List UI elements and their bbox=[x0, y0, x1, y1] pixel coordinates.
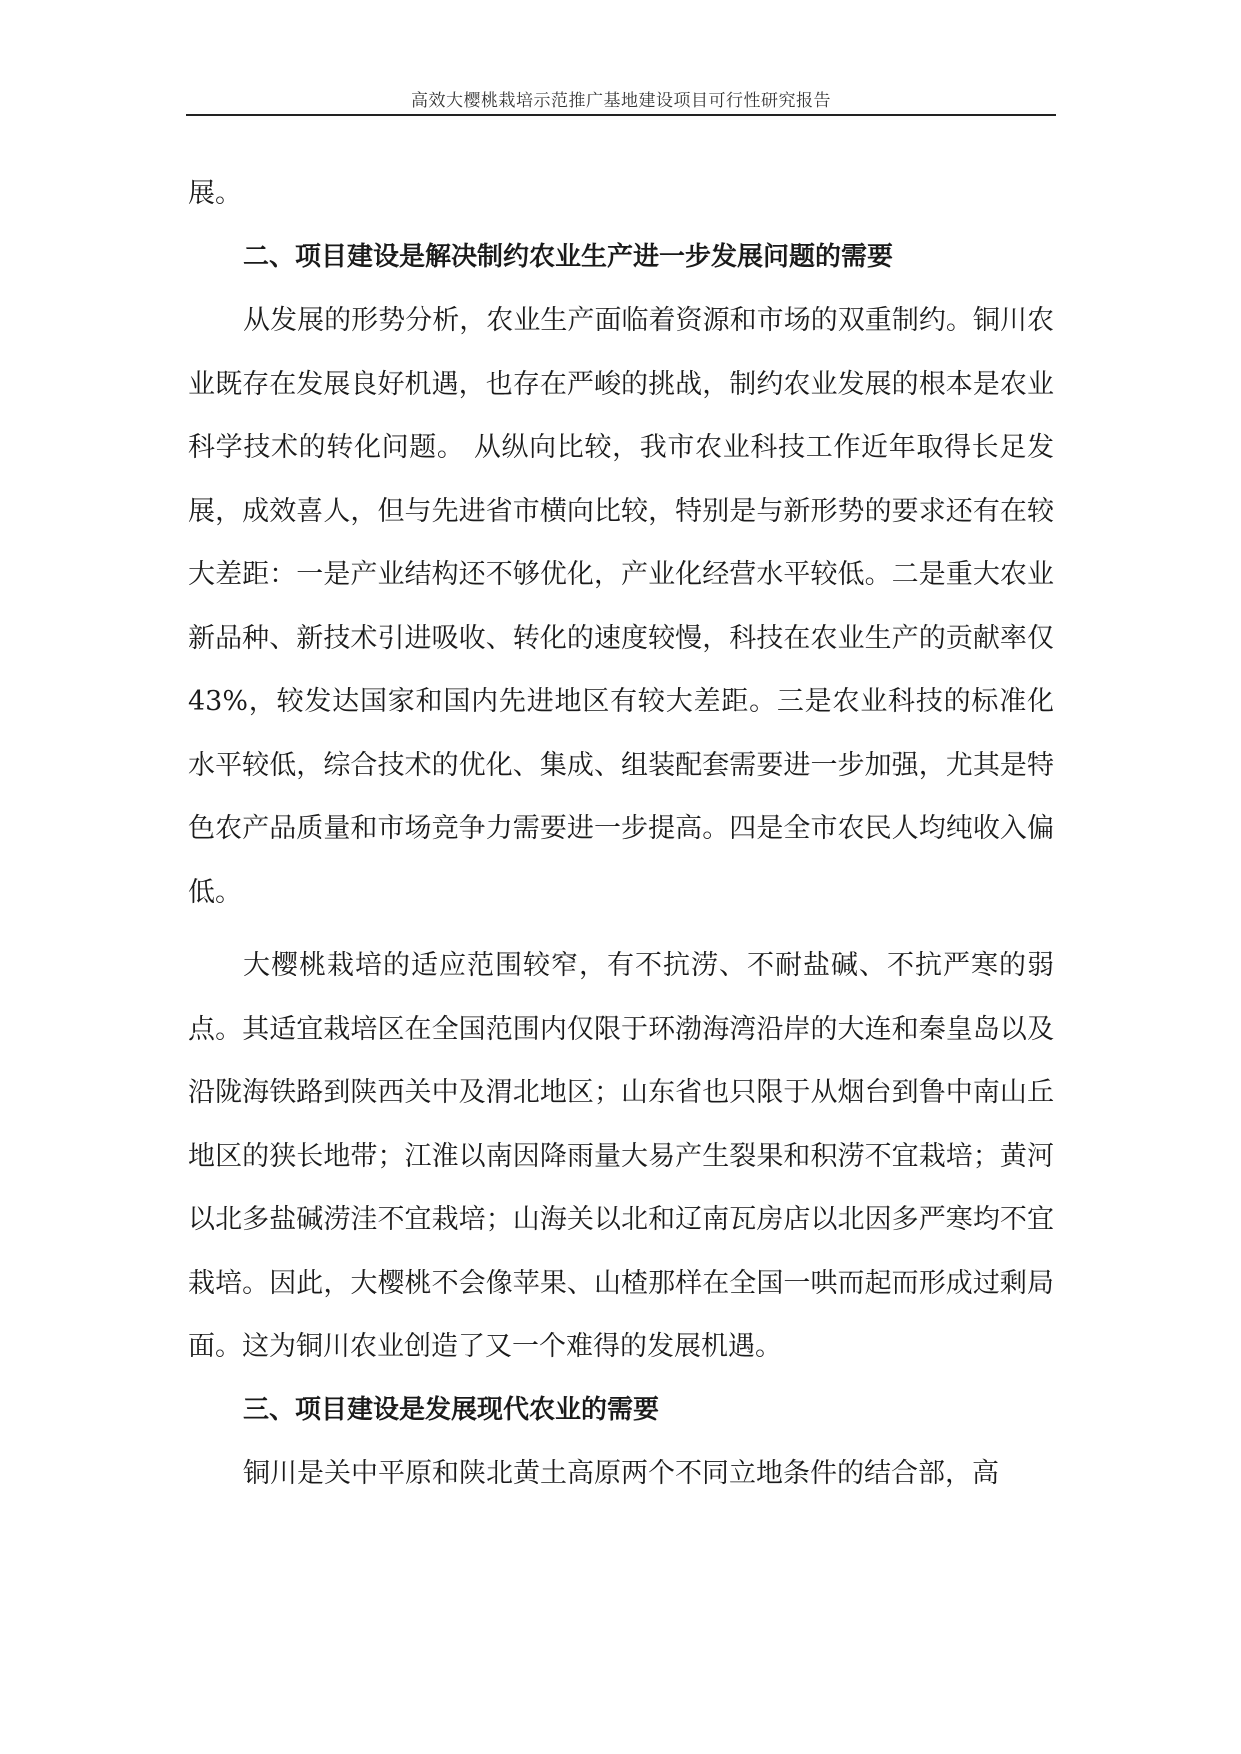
running-header: 高效大樱桃栽培示范推广基地建设项目可行性研究报告 bbox=[411, 91, 831, 111]
document-body bbox=[188, 162, 1054, 1506]
continuation-paragraph: 展。 bbox=[188, 178, 242, 209]
paragraph-3: 铜川是关中平原和陕北黄土高原两个不同立地条件的结合部，高 bbox=[243, 1458, 999, 1489]
paragraph-1: 从发展的形势分析，农业生产面临着资源和市场的双重制约。铜川农业既存在发展良好机遇，也存在严峻的挑战，制约农业发展的根本是农业科学技术的转化问题。 从纵向比较，我市农业科技工作近年取得长足发展，成效喜人，但与先进省市横向比较，特别是与新形势的要求还有在较大差距：一是产业结构还不够优化，产业化经营水平较低。二是重大农业新品种、新技术引进吸收、转化的速度较慢，科技在农业生产的贡献率仅 43%，较发达国家和国内先进地区有较大差距。三是农业科技的标准化水平较低，综合技术的优化、集成、组装配套需要进一步加强，尤其是特色农产品质量和市场竞争力需要进一步提高。四是全市农民人均纯收入偏低。 bbox=[188, 305, 1054, 908]
section-heading-2: 二、项目建设是解决制约农业生产进一步发展问题的需要 bbox=[243, 241, 894, 272]
header-rule bbox=[186, 114, 1056, 116]
section-heading-3: 三、项目建设是发展现代农业的需要 bbox=[243, 1394, 660, 1425]
paragraph-2: 大樱桃栽培的适应范围较窄，有不抗涝、不耐盐碱、不抗严寒的弱点。其适宜栽培区在全国范围内仅限于环渤海湾沿岸的大连和秦皇岛以及沿陇海铁路到陕西关中及渭北地区；山东省也只限于从烟台到鲁中南山丘地区的狭长地带；江淮以南因降雨量大易产生裂果和积涝不宜栽培；黄河以北多盐碱涝洼不宜栽培；山海关以北和辽南瓦房店以北因多严寒均不宜栽培。因此，大樱桃不会像苹果、山楂那样在全国一哄而起而形成过剩局面。这为铜川农业创造了又一个难得的发展机遇。 bbox=[188, 950, 1054, 1362]
